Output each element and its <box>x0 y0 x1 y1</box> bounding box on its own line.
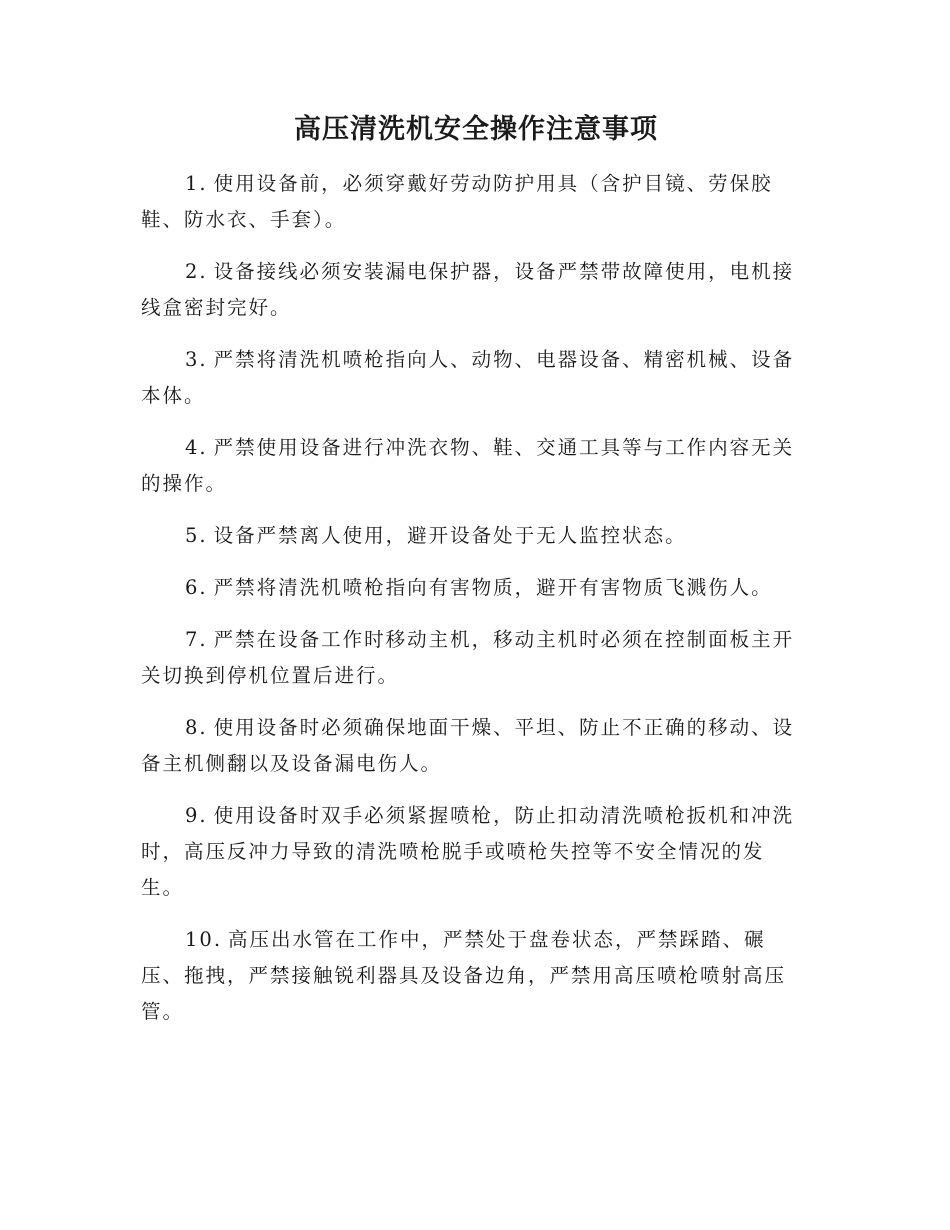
item-number: 6. <box>185 576 208 599</box>
item-text: 严禁使用设备进行冲洗衣物、鞋、交通工具等与工作内容无关的操作。 <box>141 436 795 495</box>
item-number: 9. <box>185 804 208 827</box>
safety-item <box>141 922 805 1030</box>
item-number: 4. <box>185 436 208 459</box>
safety-item <box>141 342 805 414</box>
item-number: 3. <box>185 348 208 371</box>
safety-item <box>141 710 805 782</box>
item-text: 严禁将清洗机喷枪指向有害物质，避开有害物质飞溅伤人。 <box>213 576 773 599</box>
safety-item <box>141 798 805 906</box>
item-text: 使用设备时双手必须紧握喷枪，防止扣动清洗喷枪扳机和冲洗时，高压反冲力导致的清洗喷枪脱手或喷枪失控等不安全情况的发生。 <box>141 804 795 899</box>
item-number: 5. <box>185 524 208 547</box>
safety-item <box>141 622 805 694</box>
item-number: 2. <box>185 260 208 283</box>
item-number: 7. <box>185 628 208 651</box>
safety-item <box>141 570 805 606</box>
item-number: 1. <box>185 172 208 195</box>
safety-item <box>141 430 805 502</box>
item-text: 设备接线必须安装漏电保护器，设备严禁带故障使用，电机接线盒密封完好。 <box>141 260 795 319</box>
item-number: 8. <box>185 716 208 739</box>
item-text: 使用设备前，必须穿戴好劳动防护用具（含护目镜、劳保胶鞋、防水衣、手套）。 <box>141 172 773 231</box>
document-page <box>141 110 805 1046</box>
item-number: 10. <box>185 928 223 951</box>
safety-item <box>141 254 805 326</box>
item-text: 高压出水管在工作中，严禁处于盘卷状态，严禁踩踏、碾压、拖拽，严禁接触锐利器具及设备边角，严禁用高压喷枪喷射高压管。 <box>141 928 787 1023</box>
safety-item <box>141 518 805 554</box>
item-text: 严禁在设备工作时移动主机，移动主机时必须在控制面板主开关切换到停机位置后进行。 <box>141 628 795 687</box>
item-text: 使用设备时必须确保地面干燥、平坦、防止不正确的移动、设备主机侧翻以及设备漏电伤人。 <box>141 716 795 775</box>
safety-item-list <box>141 166 805 1030</box>
item-text: 严禁将清洗机喷枪指向人、动物、电器设备、精密机械、设备本体。 <box>141 348 795 407</box>
safety-item <box>141 166 805 238</box>
document-title: 高压清洗机安全操作注意事项 <box>294 114 658 145</box>
item-text: 设备严禁离人使用，避开设备处于无人监控状态。 <box>213 524 687 547</box>
